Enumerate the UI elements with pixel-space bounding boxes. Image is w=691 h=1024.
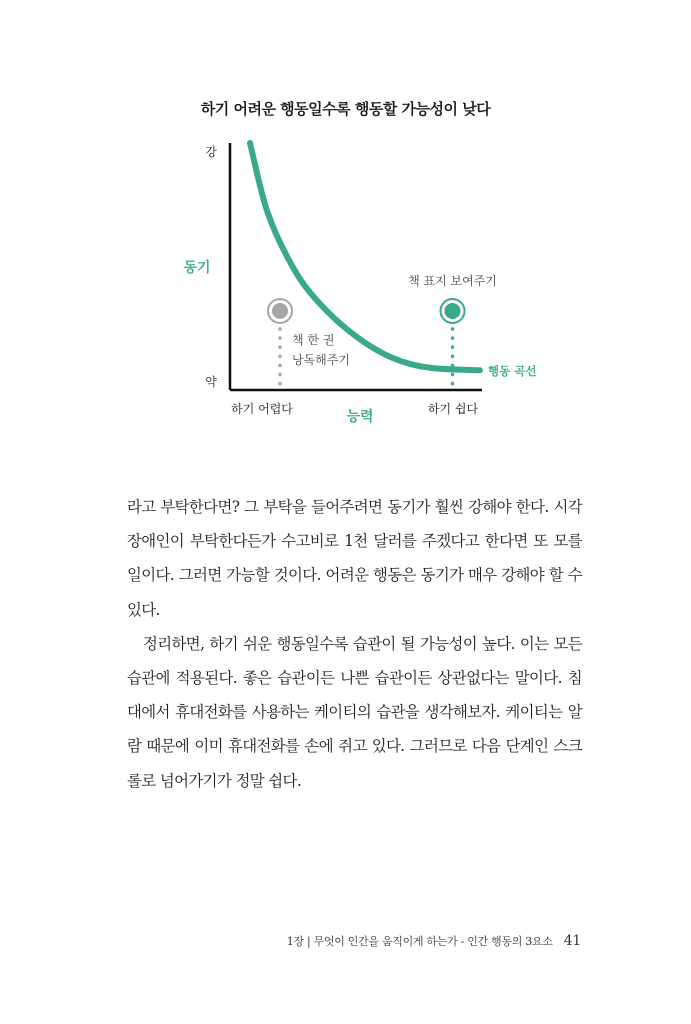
x-axis-label: 능력 <box>346 409 374 425</box>
page-number: 41 <box>563 933 581 949</box>
series-label: 행동 곡선 <box>488 364 537 379</box>
x-tick-label: 하기 어렵다 <box>231 402 293 416</box>
behavior-curve <box>250 143 480 370</box>
example-point <box>272 303 288 319</box>
chart-labels <box>183 144 536 425</box>
figure-title: 하기 어려운 행동일수록 행동할 가능성이 낮다 <box>200 100 491 118</box>
behavior-curve-chart <box>0 0 691 440</box>
y-tick-label: 강 <box>205 145 217 159</box>
chart-axes <box>230 143 482 390</box>
body-text <box>127 490 582 798</box>
paragraph: 정리하면, 하기 쉬운 행동일수록 습관이 될 가능성이 높다. 이는 모든 습관에 적용된다. 좋은 습관이든 나쁜 습관이든 상관없다는 말이다. 침대에서 휴대전화를 사용하는 케이티의 습관을 생각해보자. 케이티는 알람 때문에 이미 휴대전화를 손에 쥐고 있다. 그러므로 다음 단계인 스크롤로 넘어가기가 정말 쉽다. <box>127 634 582 790</box>
example-point-label: 책 표지 보여주기 <box>408 273 497 288</box>
chart-series <box>250 143 480 370</box>
example-point-label: 낭독해주기 <box>292 352 350 367</box>
footer-separator: | <box>306 935 311 948</box>
paragraph: 라고 부탁한다면? 그 부탁을 들어주려면 동기가 훨씬 강해야 한다. 시각장애인이 부탁한다든가 수고비로 1천 달러를 주겠다고 한다면 또 모를 일이다. 그러면 가능할 것이다. 어려운 행동은 동기가 매우 강해야 할 수 있다. <box>127 498 582 619</box>
y-axis-label: 동기 <box>183 260 211 276</box>
chapter-label: 1장 <box>286 935 304 948</box>
running-title: 무엇이 인간을 움직이게 하는가 - 인간 행동의 3요소 <box>313 935 553 948</box>
x-tick-label: 하기 쉽다 <box>427 402 479 416</box>
page-footer <box>287 933 581 949</box>
example-point-label: 책 한 권 <box>292 332 335 347</box>
y-tick-label: 약 <box>205 375 217 389</box>
example-point <box>445 303 461 319</box>
